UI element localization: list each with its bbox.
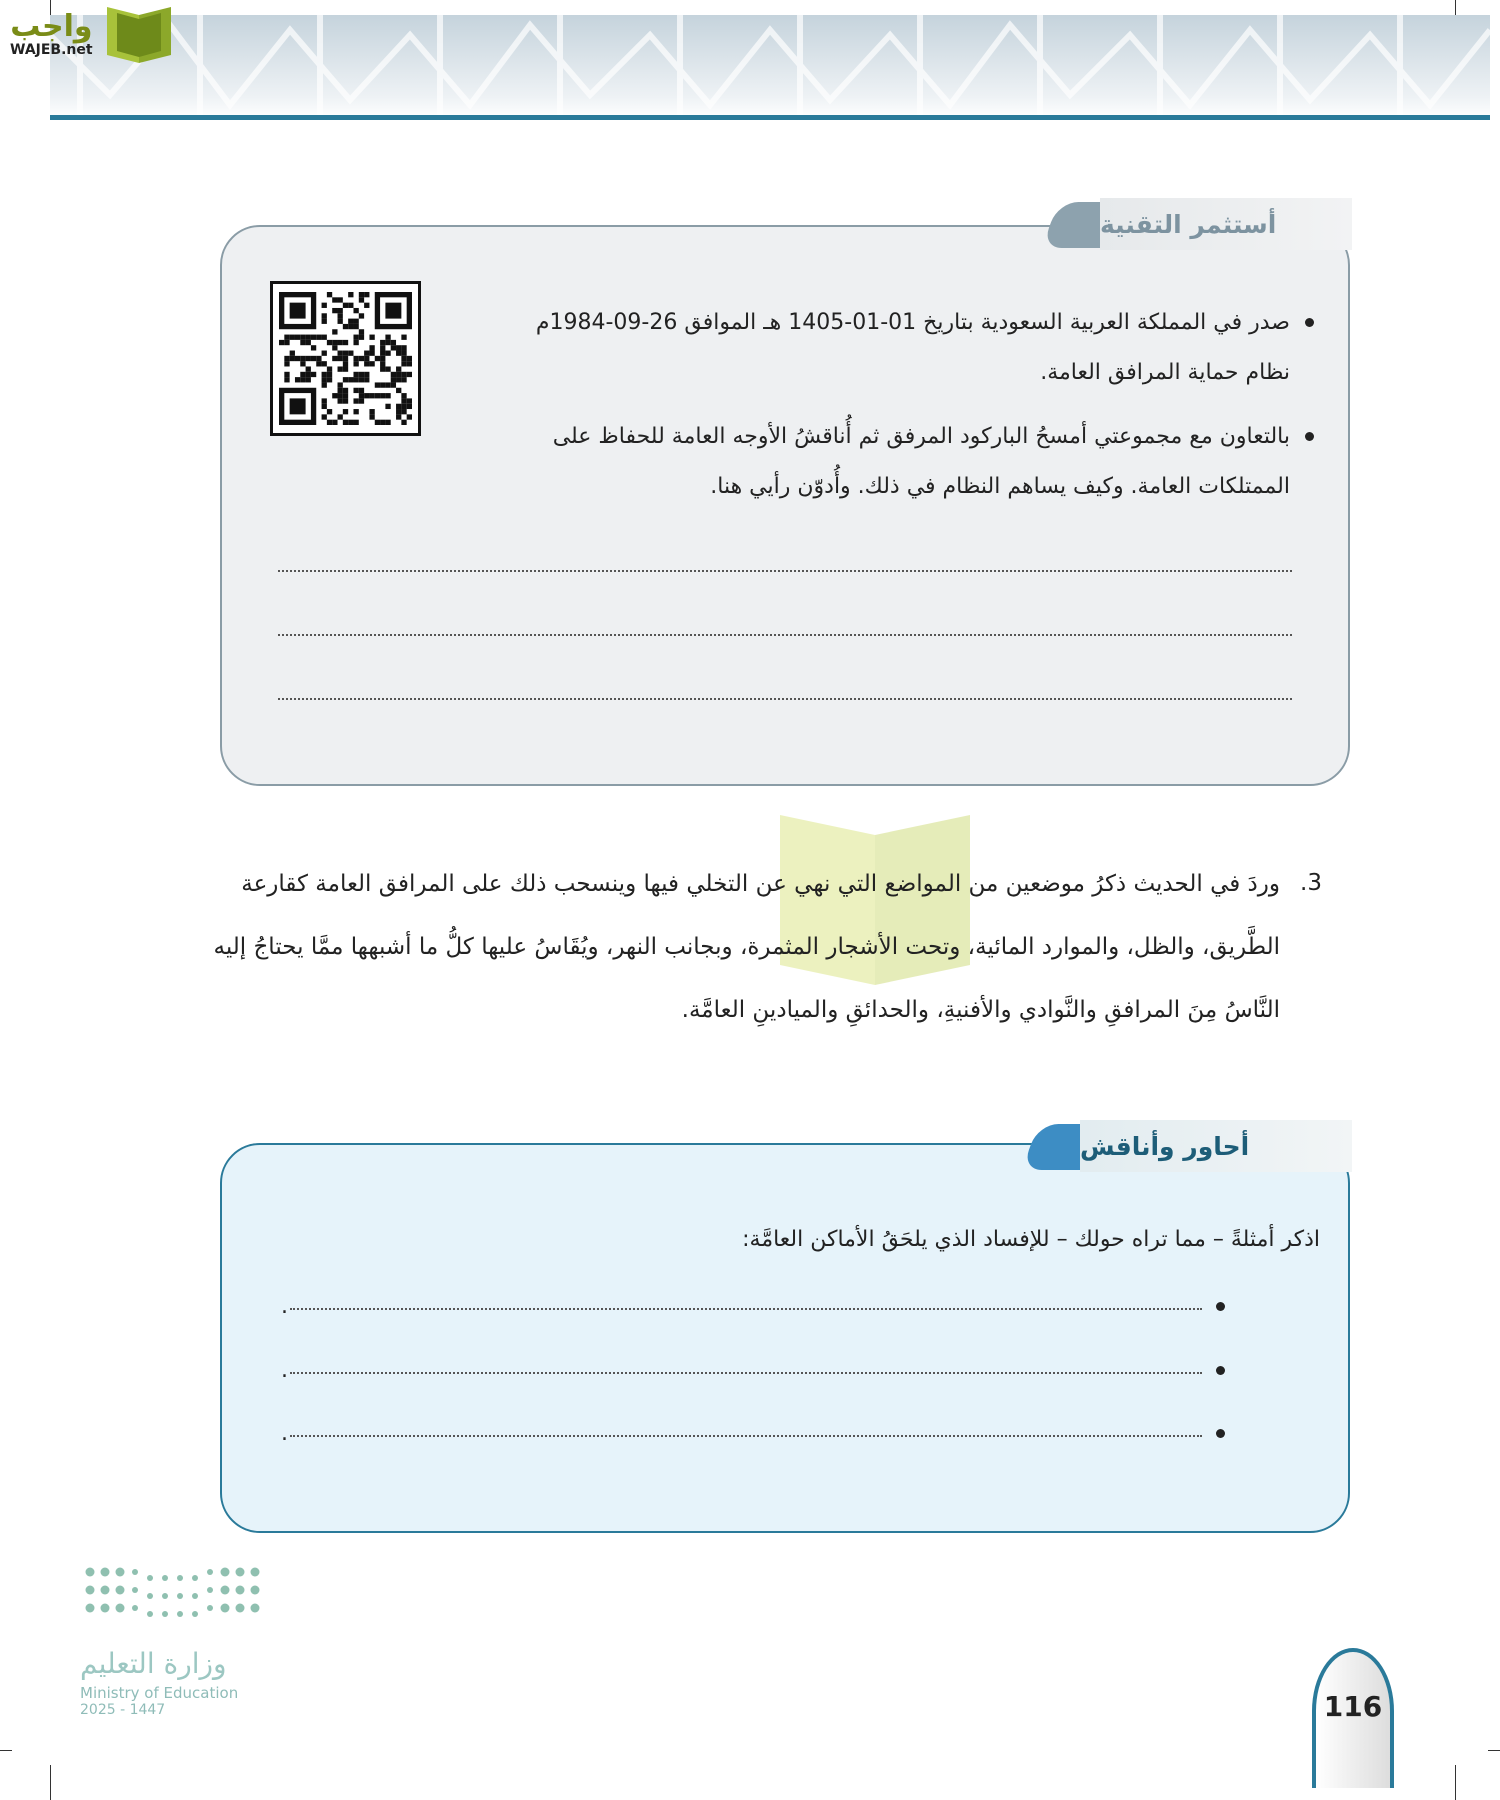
- section-title-invest-technology: أستثمر التقنية: [1100, 198, 1352, 250]
- ministry-name-ar: وزارة التعليم: [80, 1647, 227, 1680]
- logo-text-group: [10, 9, 93, 58]
- crop-mark: [50, 1765, 51, 1800]
- logo-arabic: واجب: [10, 9, 93, 44]
- edition-year: 2025 - 1447: [80, 1702, 166, 1718]
- answer-line[interactable]: [278, 570, 1292, 572]
- answer-line[interactable]: [278, 634, 1292, 636]
- item-number: 3.: [1300, 870, 1322, 896]
- answer-line[interactable]: [290, 1435, 1202, 1437]
- qr-code-icon: [279, 290, 412, 427]
- ministry-name-en: Ministry of Education: [80, 1684, 239, 1702]
- line-end-period: .: [281, 1294, 288, 1319]
- line-end-period: .: [281, 1421, 288, 1446]
- answer-line[interactable]: [290, 1372, 1202, 1374]
- ministry-logo: [80, 1560, 270, 1718]
- bullet-icon: [1305, 318, 1314, 327]
- section-title-discuss: أحاور وأناقش: [1080, 1120, 1352, 1172]
- answer-line[interactable]: [290, 1308, 1202, 1310]
- page-number-text: 116: [1323, 1690, 1383, 1723]
- page-number: [1312, 1648, 1394, 1788]
- bullet-icon: [1216, 1302, 1225, 1311]
- geometric-pattern: [50, 15, 1490, 118]
- bullet-text: بالتعاون مع مجموعتي أمسحُ الباركود المرفق ثم أُناقشُ الأوجه العامة للحفاظ على الممتلكات العامة. وكيف يساهم النظام في ذلك. وأُدوّن رأيي هنا.: [552, 424, 1290, 499]
- logo-english: WAJEB.net: [10, 42, 93, 58]
- bullet-text: صدر في المملكة العربية السعودية بتاريخ 01-01-1405 هـ الموافق 26-09-1984م نظام حماية المرافق العامة.: [535, 310, 1290, 385]
- discussion-prompt: اذكر أمثلةً – مما تراه حولك – للإفساد الذي يلحَقُ الأماكن العامَّة:: [742, 1227, 1320, 1252]
- bullet-icon: [1305, 432, 1314, 441]
- bullet-icon: [1216, 1366, 1225, 1375]
- line-end-period: .: [281, 1358, 288, 1383]
- book-icon: [99, 5, 179, 65]
- wajeb-logo[interactable]: [10, 5, 179, 65]
- crop-mark: [1455, 1765, 1456, 1800]
- bullet-icon: [1216, 1429, 1225, 1438]
- qr-code[interactable]: [270, 281, 421, 436]
- crop-mark: [1488, 1750, 1500, 1751]
- paragraph-text: وردَ في الحديث ذكرُ موضعين من المواضع التي نهي عن التخلي فيها وينسحب ذلك على المرافق العامة كقارعة الطَّريق، والظل، والموارد المائية، وتحت الأشجار المثمرة، وبجانب النهر، ويُقَاسُ عليها كلُّ ما أشبهها ممَّا يحتاجُ إليه النَّاسُ مِنَ المرافقِ والنَّوادي والأفنيةِ، والحدائقِ والميادينِ العامَّة.: [213, 871, 1280, 1023]
- crop-mark: [0, 1750, 12, 1751]
- header-pattern-band: [50, 15, 1490, 118]
- answer-line[interactable]: [278, 698, 1292, 700]
- ministry-dots-icon: [80, 1560, 270, 1625]
- discuss-box: [220, 1143, 1350, 1533]
- header-rule: [50, 115, 1490, 120]
